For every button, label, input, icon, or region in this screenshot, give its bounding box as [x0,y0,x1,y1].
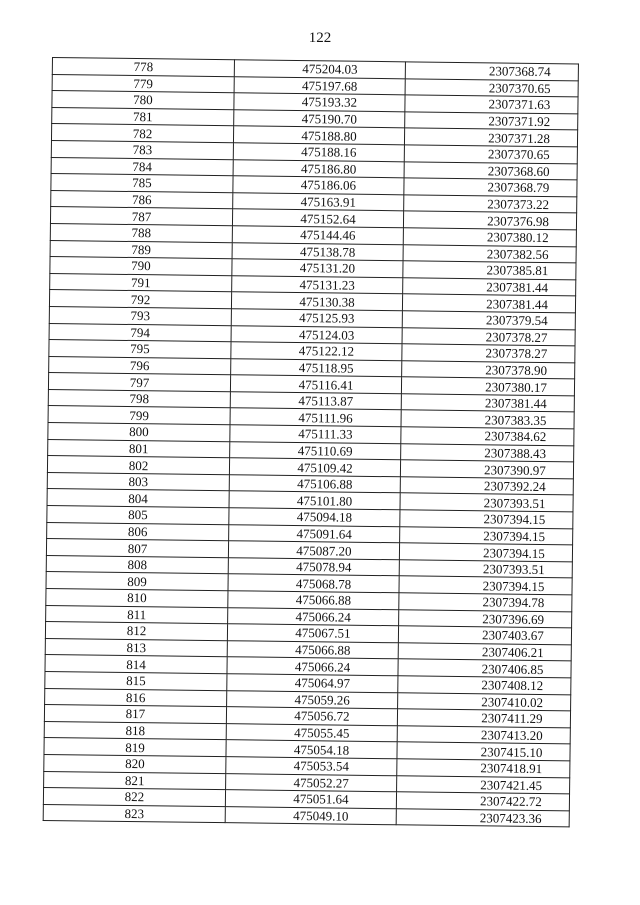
cell-value: 823 [124,805,145,822]
y-coordinate-cell [402,311,575,330]
y-coordinate-cell [397,726,570,745]
x-coordinate-cell [226,707,397,726]
cell-value: 782 [132,125,153,141]
x-coordinate-cell [227,657,398,676]
cell-value: 2307393.51 [483,495,546,511]
cell-value: 2307411.29 [481,710,543,727]
cell-value: 2307394.78 [482,594,545,611]
cell-value: 815 [126,673,146,689]
y-coordinate-cell [403,278,576,297]
cell-value: 2307378.27 [485,345,548,362]
cell-value: 814 [126,656,146,672]
cell-value: 475130.38 [299,293,355,310]
x-coordinate-cell [227,690,398,709]
cell-value: 475091.64 [296,525,352,542]
cell-value: 475138.78 [299,243,356,260]
x-coordinate-cell [228,607,399,626]
cell-value: 2307371.63 [488,96,551,113]
cell-value: 2307423.36 [479,810,542,827]
cell-value: 811 [127,606,147,623]
cell-value: 791 [130,274,151,291]
cell-value: 2307384.62 [484,428,547,445]
x-coordinate-cell [231,325,402,344]
x-coordinate-cell [230,441,401,460]
cell-value: 810 [127,590,147,606]
y-coordinate-cell [397,742,570,761]
cell-value: 813 [126,640,147,656]
cell-value: 2307394.15 [482,578,545,594]
cell-value: 817 [125,706,146,722]
y-coordinate-cell [401,443,574,462]
cell-value: 2307380.12 [486,229,549,246]
cell-value: 819 [125,739,145,755]
cell-value: 2307381.44 [486,279,549,296]
x-coordinate-cell [228,541,399,560]
cell-value: 2307376.98 [487,212,549,229]
cell-value: 475055.45 [294,725,350,741]
y-coordinate-cell [400,493,573,512]
x-coordinate-cell [230,375,401,394]
cell-value: 475186.80 [300,160,357,177]
x-coordinate-cell [227,624,398,643]
cell-value: 818 [125,722,146,739]
cell-value: 2307392.24 [483,478,546,495]
cell-value: 788 [131,225,152,241]
x-coordinate-cell [225,790,396,809]
x-coordinate-cell [228,591,399,610]
y-coordinate-cell [399,543,572,562]
y-coordinate-cell [403,228,576,247]
cell-value: 799 [129,407,149,423]
cell-value: 475118.95 [298,360,354,376]
cell-value: 475066.88 [295,642,351,658]
x-coordinate-cell [233,159,404,178]
cell-value: 781 [132,109,153,125]
cell-value: 807 [127,540,148,556]
x-coordinate-cell [231,358,402,377]
x-coordinate-cell [231,309,402,328]
y-coordinate-cell [397,775,570,794]
cell-value: 793 [130,308,151,324]
cell-value: 2307408.12 [481,677,544,694]
x-coordinate-cell [227,640,398,659]
cell-value: 2307371.92 [488,113,551,130]
y-coordinate-cell [398,643,571,662]
cell-value: 475116.41 [298,376,354,393]
cell-value: 475110.69 [297,442,353,459]
cell-value: 778 [133,59,154,75]
x-coordinate-cell [233,126,404,145]
cell-value: 475188.80 [301,127,357,144]
cell-value: 802 [128,457,149,473]
cell-value: 2307390.97 [484,461,546,478]
cell-value: 2307380.17 [485,378,547,395]
cell-value: 475109.42 [297,459,353,476]
cell-value: 475190.70 [301,111,357,127]
cell-value: 801 [128,440,149,457]
cell-value: 475113.87 [298,393,354,409]
cell-value: 475106.88 [297,476,353,492]
cell-value: 809 [127,573,147,589]
cell-value: 2307378.27 [485,329,548,345]
y-coordinate-cell [399,576,572,595]
y-coordinate-cell [405,62,578,81]
cell-value: 475144.46 [300,227,356,243]
cell-value: 475163.91 [300,194,356,210]
cell-value: 2307368.74 [488,63,551,80]
cell-value: 475188.16 [301,144,357,160]
y-coordinate-cell [399,609,572,628]
cell-value: 475193.32 [301,94,358,111]
x-coordinate-cell [229,508,400,527]
cell-value: 475204.03 [302,61,358,78]
cell-value: 787 [131,208,152,224]
cell-value: 786 [131,192,152,208]
cell-value: 800 [129,424,149,440]
cell-value: 475122.12 [298,343,355,360]
cell-value: 2307393.51 [482,561,545,578]
cell-value: 803 [128,474,149,490]
cell-value: 475131.20 [299,260,356,277]
x-coordinate-cell [232,275,403,294]
y-coordinate-cell [403,244,576,263]
y-coordinate-cell [404,161,577,180]
cell-value: 2307368.60 [487,163,550,179]
y-coordinate-cell [399,560,572,579]
y-coordinate-cell [398,692,571,711]
y-coordinate-cell [405,95,578,114]
cell-value: 790 [131,258,151,274]
x-coordinate-cell [226,773,397,792]
cell-value: 779 [133,75,154,92]
cell-value: 792 [130,291,151,307]
y-coordinate-cell [402,327,575,346]
page-number: 122 [308,30,332,46]
x-coordinate-cell [229,475,400,494]
x-coordinate-cell [225,806,396,825]
cell-value: 795 [130,341,150,357]
cell-value: 797 [129,374,150,390]
cell-value: 475064.97 [294,675,351,691]
cell-value: 2307422.72 [479,793,542,810]
y-coordinate-cell [404,128,577,147]
table-body [43,58,578,828]
cell-value: 2307415.10 [480,743,543,760]
x-coordinate-cell [234,76,405,95]
x-coordinate-cell [229,491,400,510]
cell-value: 2307406.85 [481,660,544,677]
x-coordinate-cell [226,740,397,759]
y-coordinate-cell [404,195,577,214]
y-coordinate-cell [402,344,575,363]
point-number-cell [43,804,225,823]
cell-value: 784 [132,158,153,175]
cell-value: 821 [124,772,145,789]
cell-value: 475087.20 [296,542,352,559]
x-coordinate-cell [233,143,404,162]
cell-value: 475053.54 [293,758,350,774]
cell-value: 2307421.45 [480,777,543,793]
cell-value: 475068.78 [295,575,352,592]
coordinates-table [43,57,579,828]
cell-value: 798 [129,391,150,407]
x-coordinate-cell [231,342,402,361]
cell-value: 2307403.67 [482,627,544,644]
cell-value: 2307394.15 [483,528,546,544]
cell-value: 2307388.43 [484,445,547,462]
cell-value: 804 [128,490,148,506]
x-coordinate-cell [230,408,401,427]
cell-value: 475101.80 [296,492,353,509]
y-coordinate-cell [401,377,574,396]
x-coordinate-cell [228,574,399,593]
x-coordinate-cell [234,93,405,112]
y-coordinate-cell [400,460,573,479]
cell-value: 780 [133,92,153,108]
y-coordinate-cell [405,78,578,97]
x-coordinate-cell [226,723,397,742]
cell-value: 2307381.44 [486,295,548,312]
x-coordinate-cell [233,176,404,195]
y-coordinate-cell [400,477,573,496]
cell-value: 475078.94 [296,559,352,575]
y-coordinate-cell [396,808,569,827]
cell-value: 2307368.79 [487,179,550,196]
cell-value: 2307410.02 [481,694,544,710]
x-coordinate-cell [231,292,402,311]
cell-value: 796 [129,357,150,374]
cell-value: 475197.68 [301,77,358,94]
y-coordinate-cell [398,659,571,678]
x-coordinate-cell [234,110,405,129]
cell-value: 794 [130,324,150,341]
cell-value: 2307383.35 [484,412,547,428]
y-coordinate-cell [403,211,576,230]
x-coordinate-cell [230,392,401,411]
x-coordinate-cell [232,209,403,228]
cell-value: 475066.24 [294,658,351,675]
x-coordinate-cell [230,425,401,444]
cell-value: 2307370.65 [487,146,550,163]
cell-value: 789 [131,241,151,258]
cell-value: 785 [132,175,152,191]
x-coordinate-cell [229,458,400,477]
cell-value: 475186.06 [300,177,357,194]
x-coordinate-cell [226,757,397,776]
cell-value: 475094.18 [296,509,353,526]
x-coordinate-cell [234,60,405,79]
x-coordinate-cell [227,674,398,693]
cell-value: 475056.72 [294,708,350,725]
cell-value: 2307396.69 [482,611,545,627]
cell-value: 2307370.65 [488,80,551,96]
y-coordinate-cell [401,410,574,429]
x-coordinate-cell [232,242,403,261]
x-coordinate-cell [229,524,400,543]
x-coordinate-cell [233,192,404,211]
cell-value: 475051.64 [293,791,349,808]
cell-value: 805 [128,507,148,523]
cell-value: 2307406.21 [481,644,544,661]
y-coordinate-cell [396,792,569,811]
y-coordinate-cell [400,510,573,529]
y-coordinate-cell [397,709,570,728]
cell-value: 475131.23 [299,277,355,293]
y-coordinate-cell [401,427,574,446]
cell-value: 2307382.56 [486,246,549,262]
y-coordinate-cell [399,593,572,612]
cell-value: 2307373.22 [487,196,550,213]
y-coordinate-cell [402,294,575,313]
cell-value: 816 [125,689,146,706]
cell-value: 2307418.91 [480,760,543,777]
cell-value: 806 [127,523,148,540]
x-coordinate-cell [232,259,403,278]
cell-value: 783 [132,142,153,158]
y-coordinate-cell [398,626,571,645]
cell-value: 475052.27 [293,774,349,791]
cell-value: 475152.64 [300,210,356,227]
cell-value: 2307371.28 [488,130,551,146]
cell-value: 2307413.20 [480,727,543,744]
cell-value: 475067.51 [295,625,351,642]
y-coordinate-cell [405,112,578,131]
cell-value: 820 [125,756,145,772]
cell-value: 475066.24 [295,608,351,625]
cell-value: 475111.33 [298,426,353,443]
x-coordinate-cell [228,558,399,577]
cell-value: 822 [124,789,145,805]
cell-value: 475059.26 [294,691,350,708]
cell-value: 2307385.81 [486,262,549,279]
cell-value: 475125.93 [299,310,355,326]
y-coordinate-cell [400,526,573,545]
cell-value: 475111.96 [298,409,353,426]
cell-value: 2307394.15 [483,511,546,528]
y-coordinate-cell [404,145,577,164]
cell-value: 2307394.15 [483,544,545,561]
y-coordinate-cell [398,676,571,695]
cell-value: 475124.03 [298,326,355,343]
cell-value: 2307379.54 [485,312,548,329]
y-coordinate-cell [402,360,575,379]
y-coordinate-cell [401,394,574,413]
cell-value: 812 [126,623,147,639]
x-coordinate-cell [232,226,403,245]
cell-value: 475049.10 [293,808,349,824]
y-coordinate-cell [404,178,577,197]
cell-value: 475054.18 [293,741,350,758]
y-coordinate-cell [403,261,576,280]
cell-value: 2307381.44 [484,395,547,412]
cell-value: 2307378.90 [485,362,548,379]
y-coordinate-cell [397,759,570,778]
cell-value: 475066.88 [295,592,352,608]
cell-value: 808 [127,557,148,573]
